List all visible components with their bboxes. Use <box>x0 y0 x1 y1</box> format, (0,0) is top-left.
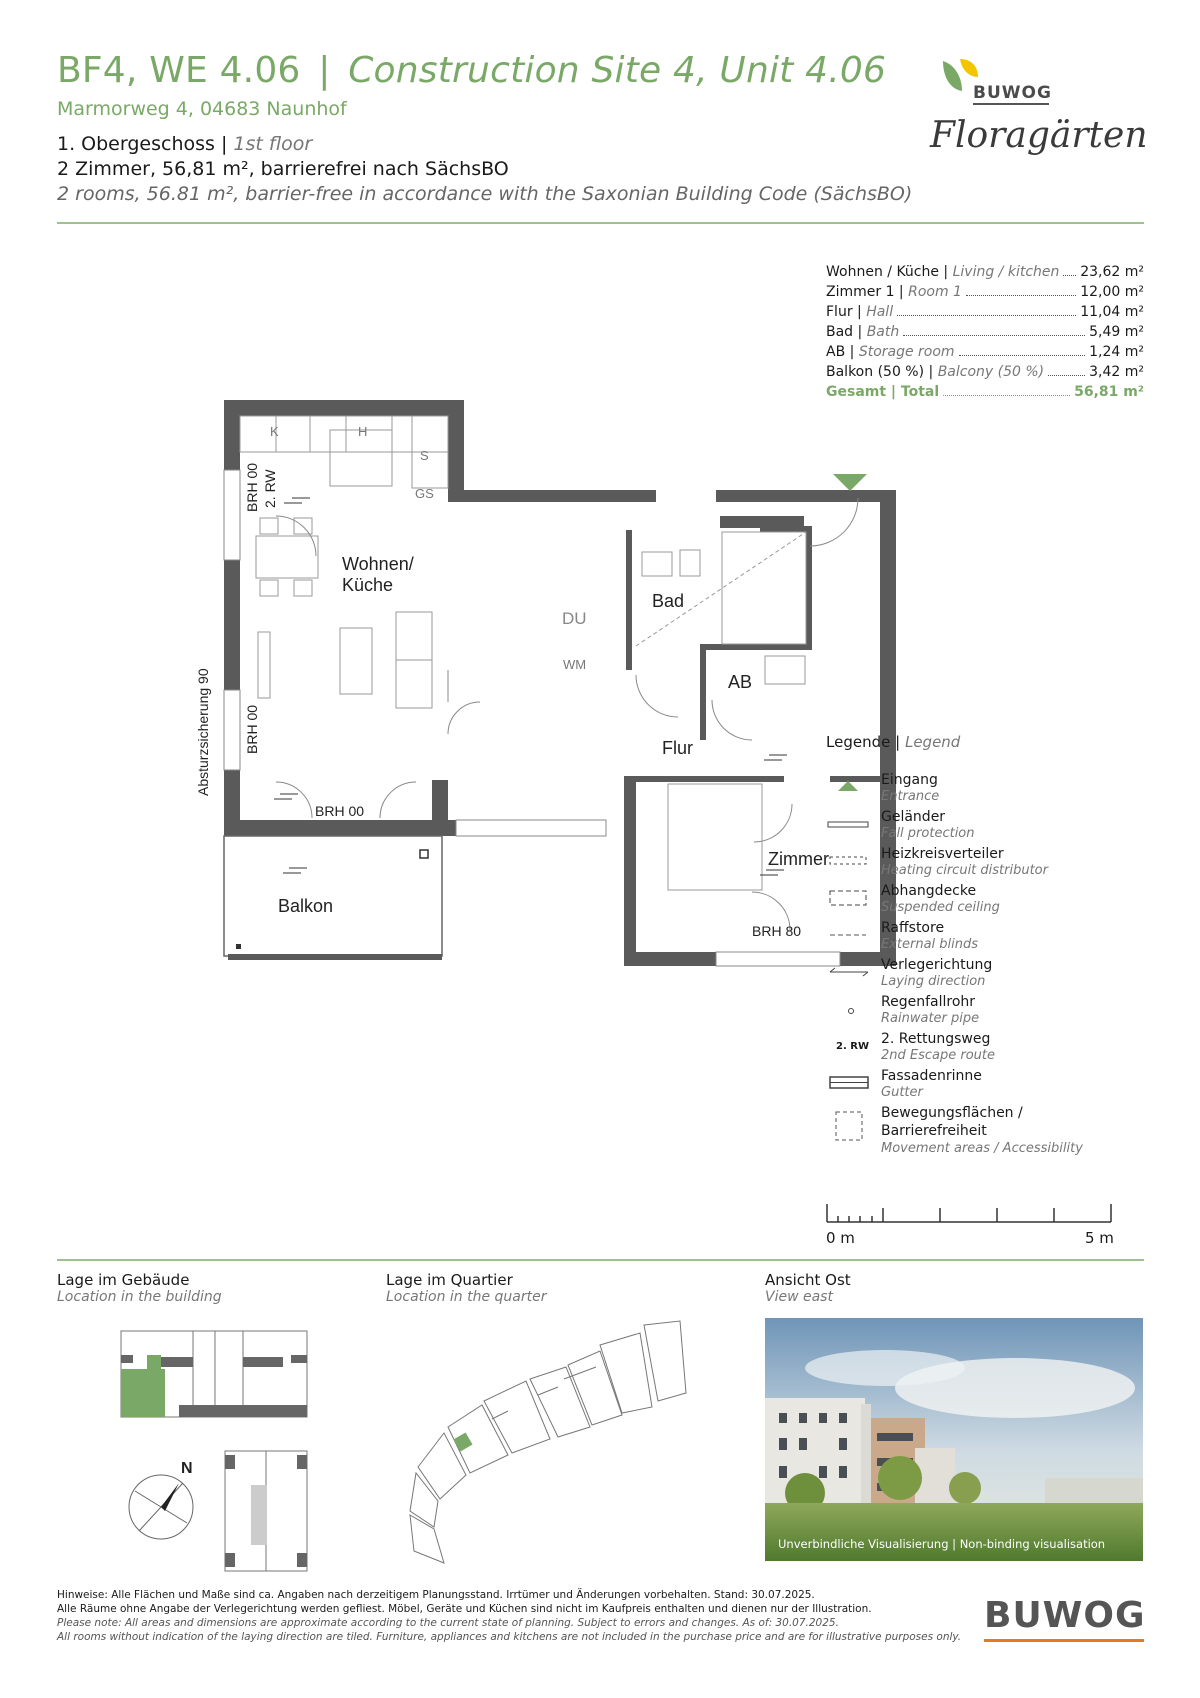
escape-route-icon: 2. RW <box>836 1041 869 1052</box>
brand-script-logo: Floragärten <box>930 115 1148 156</box>
label-balkon: Balkon <box>278 896 334 916</box>
area-row: Zimmer 1 | Room 1 12,00 m² <box>826 284 1144 300</box>
movement-area-icon <box>826 1108 870 1144</box>
legend-label: Verlegerichtung <box>881 957 993 973</box>
legend-item <box>826 882 1126 919</box>
floor-plan <box>180 390 829 990</box>
scale-end: 5 m <box>1085 1229 1114 1247</box>
area-label: Flur <box>826 304 853 320</box>
floor-separator: | <box>220 133 228 155</box>
view-east-subtitle: View east <box>765 1289 833 1305</box>
label-absturzsicherung: Absturzsicherung 90 <box>195 668 211 796</box>
area-value: 12,00 m² <box>1080 284 1144 300</box>
header-divider <box>57 222 1144 224</box>
legend-label-en: Gutter <box>881 1085 923 1100</box>
entrance-triangle-icon <box>833 474 867 491</box>
label-bad: Bad <box>652 591 685 611</box>
area-label-en: Room 1 <box>908 284 962 300</box>
unit-highlight <box>121 1369 165 1417</box>
legend-label-en: Rainwater pipe <box>881 1011 980 1026</box>
title-de: BF4, WE 4.06 <box>57 50 301 91</box>
laying-direction-icon <box>826 960 870 986</box>
legend-title-separator: | <box>895 733 901 751</box>
legend-label: Abhangdecke <box>881 883 977 899</box>
gutter-icon <box>826 1071 870 1097</box>
floor-de: 1. Obergeschoss <box>57 133 215 155</box>
area-label-en: Living / kitchen <box>952 264 1060 280</box>
area-row: Balkon (50 %) | Balcony (50 %) 3,42 m² <box>826 364 1144 380</box>
legend-label: Bewegungsflächen / <box>881 1105 1023 1121</box>
legend-label-en: 2nd Escape route <box>881 1048 996 1063</box>
label-brh-80: BRH 80 <box>752 923 802 939</box>
scale-start: 0 m <box>826 1229 855 1247</box>
legend-item <box>826 1030 1126 1067</box>
area-label: Zimmer 1 <box>826 284 895 300</box>
address: Marmorweg 4, 04683 Naunhof <box>57 98 347 120</box>
legend-label-2: Barrierefreiheit <box>881 1123 987 1139</box>
area-value: 11,04 m² <box>1080 304 1144 320</box>
building-location-title: Lage im Gebäude <box>57 1271 190 1289</box>
label-wohnen: Wohnen/ <box>342 554 414 574</box>
view-east-title: Ansicht Ost <box>765 1271 851 1289</box>
quarter-location-subtitle: Location in the quarter <box>386 1289 547 1305</box>
area-label: AB <box>826 344 846 360</box>
area-label: Wohnen / Küche <box>826 264 939 280</box>
legend-label-en: Laying direction <box>881 974 986 989</box>
area-row: AB | Storage room 1,24 m² <box>826 344 1144 360</box>
area-row: Bad | Bath 5,49 m² <box>826 324 1144 340</box>
legend-label: Geländer <box>881 809 946 825</box>
label-s: S <box>420 448 429 463</box>
label-gs: GS <box>415 486 434 501</box>
floor-en: 1st floor <box>233 133 313 155</box>
compass-north-label: N <box>181 1460 193 1477</box>
legend-label: 2. Rettungsweg <box>881 1031 991 1047</box>
note-en-2: All rooms without indication of the laying direction are tiled. Furniture, appliances and kitchens are not included in the purchase price and are for illustrative purposes only. <box>57 1631 962 1643</box>
legend-label: Heizkreisverteiler <box>881 846 1004 862</box>
legend-title-de: Legende <box>826 733 891 751</box>
legend-label: Raffstore <box>881 920 945 936</box>
legend-label: Fassadenrinne <box>881 1068 982 1084</box>
area-value: 1,24 m² <box>1089 344 1144 360</box>
area-value: 3,42 m² <box>1089 364 1144 380</box>
legend-title-en: Legend <box>904 733 961 751</box>
area-row: Wohnen / Küche | Living / kitchen 23,62 m² <box>826 264 1144 280</box>
scale-bar <box>824 1200 1114 1226</box>
legend-item <box>826 845 1126 882</box>
legend-label-en: Heating circuit distributor <box>881 863 1048 878</box>
label-kueche: Küche <box>342 575 394 595</box>
area-row: Flur | Hall 11,04 m² <box>826 304 1144 320</box>
rooms-summary-en: 2 rooms, 56.81 m², barrier-free in accordance with the Saxonian Building Code (SächsBO) <box>57 183 913 205</box>
rooms-summary-de: 2 Zimmer, 56,81 m², barrierefrei nach SächsBO <box>57 158 509 180</box>
label-du: DU <box>562 609 587 628</box>
title-separator: | <box>318 50 331 91</box>
bottom-divider <box>57 1259 1144 1261</box>
label-k: K <box>270 424 279 439</box>
area-value: 5,49 m² <box>1089 324 1144 340</box>
label-brh-00-bottom: BRH 00 <box>315 803 365 819</box>
label-brh-00-top: BRH 00 <box>244 462 260 512</box>
footer-logo: BUWOG <box>984 1595 1146 1636</box>
legend-item <box>826 771 1126 808</box>
label-wm: WM <box>563 657 587 672</box>
walls <box>224 400 896 966</box>
note-de-2: Alle Räume ohne Angabe der Verlegerichtung werden gefliest. Möbel, Geräte und Küchen sind nicht im Kaufpreis enthalten und dienen nur der Illustration. <box>57 1603 872 1615</box>
legend-item <box>826 1067 1126 1104</box>
suspended-ceiling-icon <box>826 886 870 912</box>
label-flur: Flur <box>662 738 693 758</box>
label-2-rw: 2. RW <box>262 469 278 508</box>
label-h: H <box>358 424 368 439</box>
note-de-1: Hinweise: Alle Flächen und Maße sind ca. Angaben nach derzeitigem Planungsstand. Irrtümer und Änderungen vorbehalten. Stand: 30.07.2025. <box>57 1589 815 1601</box>
legend-label: Eingang <box>881 772 938 788</box>
view-east-image <box>765 1318 1143 1561</box>
legend-title <box>826 733 960 751</box>
note-en-1: Please note: All areas and dimensions are approximate according to the current state of planning. Subject to errors and changes. As of: 30.07.2025. <box>57 1617 839 1629</box>
area-label-en: Bath <box>866 324 900 340</box>
area-total-row <box>826 384 1144 404</box>
area-label: Bad <box>826 324 854 340</box>
legend-label-en: Suspended ceiling <box>881 900 1000 915</box>
page-title <box>57 50 886 91</box>
label-ab: AB <box>728 672 753 692</box>
external-blinds-icon <box>826 923 870 949</box>
area-table <box>826 264 1144 404</box>
building-location-map <box>115 1325 315 1575</box>
floor-label <box>57 133 312 155</box>
title-en: Construction Site 4, Unit 4.06 <box>348 50 887 91</box>
building-location-subtitle: Location in the building <box>57 1289 222 1305</box>
label-brh-00-mid: BRH 00 <box>244 704 260 754</box>
legend-item <box>826 956 1126 993</box>
heating-distributor-icon <box>826 849 870 875</box>
label-zimmer: Zimmer <box>768 849 829 869</box>
legend-label-en: Fall protection <box>881 826 975 841</box>
legend-label: Regenfallrohr <box>881 994 976 1010</box>
legend-item <box>826 808 1126 845</box>
legend-item <box>826 1104 1126 1159</box>
area-label-en: Storage room <box>858 344 955 360</box>
logo-underline <box>973 103 1049 105</box>
brand-logo-text: BUWOG <box>973 83 1052 103</box>
area-value: 23,62 m² <box>1080 264 1144 280</box>
rainwater-pipe-icon <box>826 997 870 1023</box>
total-value: 56,81 m² <box>1074 384 1144 400</box>
legend-label-en: Entrance <box>881 789 940 804</box>
unit-highlight <box>453 1432 472 1451</box>
footer-logo-underline <box>984 1639 1144 1642</box>
entrance-triangle-icon <box>826 775 870 801</box>
image-caption: Unverbindliche Visualisierung | Non-binding visualisation <box>778 1537 1106 1551</box>
legend-item <box>826 919 1126 956</box>
area-label-en: Balcony (50 %) <box>937 364 1045 380</box>
railing-icon <box>826 812 870 838</box>
total-label: Gesamt | Total <box>826 384 940 400</box>
quarter-location-title: Lage im Quartier <box>386 1271 513 1289</box>
area-label-en: Hall <box>866 304 894 320</box>
legend-item <box>826 993 1126 1030</box>
area-label: Balkon (50 %) <box>826 364 925 380</box>
legend-label-en: Movement areas / Accessibility <box>881 1141 1083 1156</box>
quarter-location-map <box>400 1315 700 1575</box>
legend-label-en: External blinds <box>881 937 979 952</box>
